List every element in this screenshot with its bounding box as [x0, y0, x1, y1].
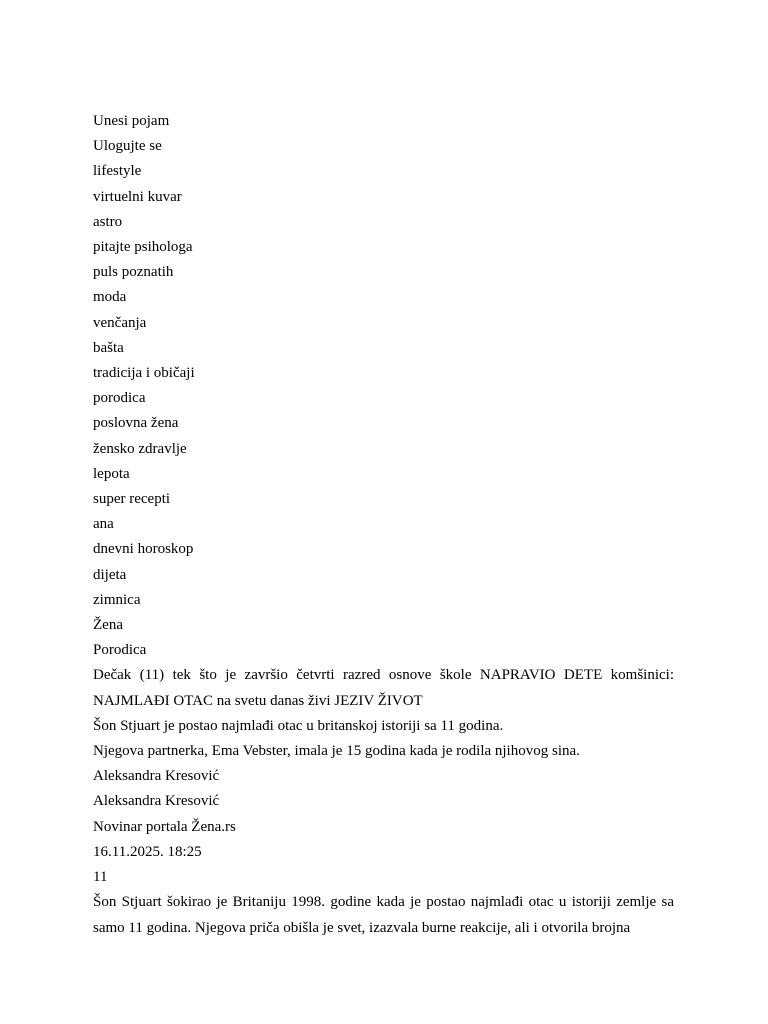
nav-item-vencanja[interactable]: venčanja	[93, 314, 147, 331]
nav-item-pitajte-psihologa[interactable]: pitajte psihologa	[93, 239, 193, 256]
author-name[interactable]: Aleksandra Kresović	[93, 793, 220, 810]
author-image: Aleksandra Kresović	[93, 768, 220, 785]
article-lead-1: Šon Stjuart je postao najmlađi otac u britanskoj istoriji sa 11 godina.	[93, 717, 504, 734]
nav-item-basta[interactable]: bašta	[93, 339, 124, 356]
article-body-paragraph: Šon Stjuart šokirao je Britaniju 1998. godine kada je postao najmlađi otac u istoriji zemlje sa samo 11 godina. Njegova priča obišla je svet, izazvala burne reakcije, ali i otvorila brojna	[93, 894, 674, 936]
search-input[interactable]: Unesi pojam	[93, 113, 170, 129]
nav-item-zensko-zdravlje[interactable]: žensko zdravlje	[93, 440, 187, 457]
article-lead-2: Njegova partnerka, Ema Vebster, imala je 15 godina kada je rodila njihovog sina.	[93, 743, 580, 760]
breadcrumb	[93, 613, 674, 663]
nav-item-moda[interactable]: moda	[93, 289, 127, 306]
nav-item-lepota[interactable]: lepota	[93, 465, 130, 482]
main-nav	[93, 159, 674, 613]
article-date: 16.11.2025. 18:25	[93, 843, 202, 860]
nav-item-porodica[interactable]: porodica	[93, 390, 146, 407]
author-role: Novinar portala Žena.rs	[93, 818, 236, 835]
nav-item-astro[interactable]: astro	[93, 213, 123, 230]
nav-item-puls-poznatih[interactable]: puls poznatih	[93, 264, 174, 281]
article	[93, 663, 674, 940]
nav-item-lifestyle[interactable]: lifestyle	[93, 163, 142, 180]
comment-count[interactable]: 11	[93, 869, 108, 886]
nav-item-dnevni-horoskop[interactable]: dnevni horoskop	[93, 541, 194, 558]
nav-item-tradicija[interactable]: tradicija i običaji	[93, 365, 195, 382]
nav-item-poslovna-zena[interactable]: poslovna žena	[93, 415, 179, 432]
nav-item-zimnica[interactable]: zimnica	[93, 591, 141, 608]
article-title: Dečak (11) tek što je završio četvrti razred osnove škole NAPRAVIO DETE komšinici: NAJMLAĐI OTAC na svetu danas živi JEZIV ŽIVOT	[93, 667, 674, 709]
breadcrumb-site[interactable]: Žena	[93, 617, 123, 634]
nav-item-super-recepti[interactable]: super recepti	[93, 491, 171, 508]
nav-item-dijeta[interactable]: dijeta	[93, 566, 127, 583]
page-content	[93, 109, 674, 941]
breadcrumb-section[interactable]: Porodica	[93, 642, 147, 659]
nav-item-virtuelni-kuvar[interactable]: virtuelni kuvar	[93, 188, 182, 205]
login-link[interactable]: Ulogujte se	[93, 138, 162, 155]
nav-item-ana[interactable]: ana	[93, 516, 114, 533]
